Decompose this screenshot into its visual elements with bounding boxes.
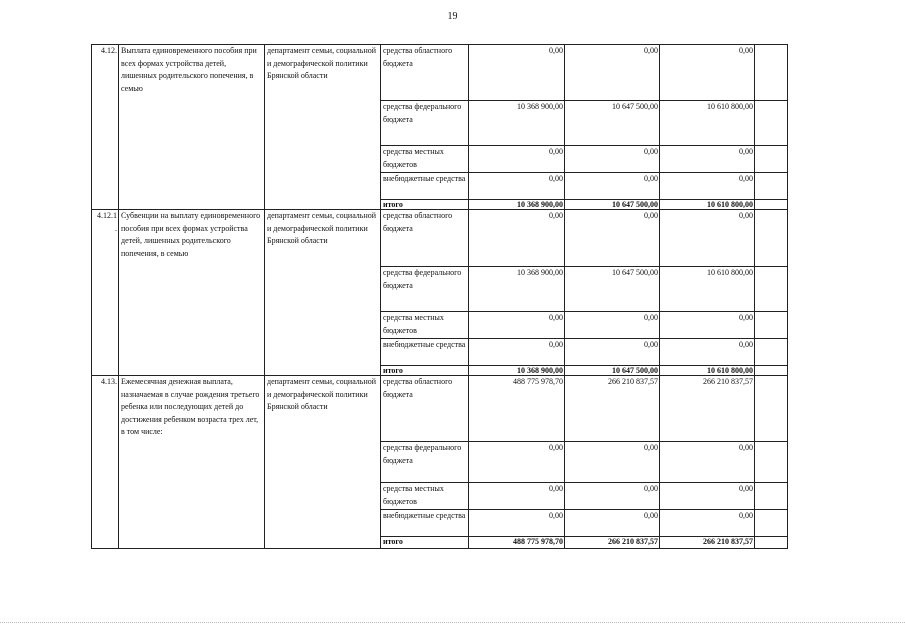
amount-y1: 10 368 900,00 — [469, 366, 565, 376]
budget-table — [91, 44, 788, 549]
blank-cell — [755, 200, 788, 210]
blank-cell — [755, 537, 788, 549]
item-title: Выплата единовременного пособия при всех формах устройства детей, лишенных родительского попечения, в семью — [119, 45, 265, 210]
blank-cell — [755, 366, 788, 376]
amount-y2: 0,00 — [565, 510, 660, 537]
blank-cell — [755, 45, 788, 101]
amount-y3: 0,00 — [660, 339, 755, 366]
department: департамент семьи, социальной и демографической политики Брянской области — [265, 45, 381, 210]
blank-cell — [755, 483, 788, 510]
department: департамент семьи, социальной и демографической политики Брянской области — [265, 376, 381, 549]
amount-y2: 0,00 — [565, 312, 660, 339]
amount-y2: 0,00 — [565, 146, 660, 173]
amount-y2: 0,00 — [565, 483, 660, 510]
blank-cell — [755, 312, 788, 339]
blank-cell — [755, 101, 788, 146]
blank-cell — [755, 173, 788, 200]
amount-y1: 10 368 900,00 — [469, 101, 565, 146]
amount-y2: 10 647 500,00 — [565, 267, 660, 312]
amount-y1: 0,00 — [469, 45, 565, 101]
item-title: Субвенции на выплату единовременного пособия при всех формах устройства детей, лишенных родительского попечения, в семью — [119, 210, 265, 376]
amount-y2: 0,00 — [565, 210, 660, 267]
blank-cell — [755, 146, 788, 173]
amount-y2: 266 210 837,57 — [565, 537, 660, 549]
blank-cell — [755, 442, 788, 483]
amount-y3: 0,00 — [660, 146, 755, 173]
blank-cell — [755, 339, 788, 366]
amount-y1: 0,00 — [469, 510, 565, 537]
funding-source: внебюджетные средства — [381, 173, 469, 200]
amount-y3: 266 210 837,57 — [660, 376, 755, 442]
funding-source: средства областного бюджета — [381, 376, 469, 442]
amount-y2: 0,00 — [565, 45, 660, 101]
amount-y2: 0,00 — [565, 442, 660, 483]
amount-y3: 0,00 — [660, 510, 755, 537]
funding-row — [92, 45, 788, 101]
funding-source: средства федерального бюджета — [381, 101, 469, 146]
amount-y1: 0,00 — [469, 146, 565, 173]
funding-source: средства местных бюджетов — [381, 312, 469, 339]
amount-y2: 0,00 — [565, 173, 660, 200]
amount-y1: 0,00 — [469, 173, 565, 200]
amount-y2: 0,00 — [565, 339, 660, 366]
amount-y2: 10 647 500,00 — [565, 366, 660, 376]
funding-source: итого — [381, 537, 469, 549]
amount-y2: 266 210 837,57 — [565, 376, 660, 442]
funding-source: средства областного бюджета — [381, 210, 469, 267]
funding-source: средства местных бюджетов — [381, 146, 469, 173]
funding-row — [92, 376, 788, 442]
amount-y1: 10 368 900,00 — [469, 267, 565, 312]
funding-source: внебюджетные средства — [381, 339, 469, 366]
amount-y3: 10 610 800,00 — [660, 101, 755, 146]
amount-y1: 0,00 — [469, 339, 565, 366]
page-number: 19 — [447, 11, 458, 22]
amount-y3: 0,00 — [660, 45, 755, 101]
item-number: 4.12.1 . — [92, 210, 119, 376]
amount-y1: 0,00 — [469, 210, 565, 267]
funding-source: средства областного бюджета — [381, 45, 469, 101]
funding-source: внебюджетные средства — [381, 510, 469, 537]
amount-y1: 10 368 900,00 — [469, 200, 565, 210]
item-number: 4.12. — [92, 45, 119, 210]
amount-y1: 0,00 — [469, 312, 565, 339]
item-number: 4.13. — [92, 376, 119, 549]
amount-y3: 0,00 — [660, 173, 755, 200]
funding-source: итого — [381, 200, 469, 210]
amount-y3: 0,00 — [660, 210, 755, 267]
amount-y1: 488 775 978,70 — [469, 537, 565, 549]
scan-artifact-line — [0, 622, 905, 623]
funding-source: средства федерального бюджета — [381, 267, 469, 312]
amount-y2: 10 647 500,00 — [565, 200, 660, 210]
amount-y3: 10 610 800,00 — [660, 366, 755, 376]
amount-y1: 0,00 — [469, 442, 565, 483]
funding-source: средства местных бюджетов — [381, 483, 469, 510]
funding-source: средства федерального бюджета — [381, 442, 469, 483]
department: департамент семьи, социальной и демографической политики Брянской области — [265, 210, 381, 376]
blank-cell — [755, 376, 788, 442]
item-title: Ежемесячная денежная выплата, назначаемая в случае рождения третьего ребенка или последующих детей до достижения ребенком возраста трех лет, в том числе: — [119, 376, 265, 549]
funding-source: итого — [381, 366, 469, 376]
amount-y3: 0,00 — [660, 312, 755, 339]
amount-y1: 0,00 — [469, 483, 565, 510]
amount-y3: 0,00 — [660, 483, 755, 510]
amount-y1: 488 775 978,70 — [469, 376, 565, 442]
amount-y3: 0,00 — [660, 442, 755, 483]
amount-y3: 266 210 837,57 — [660, 537, 755, 549]
blank-cell — [755, 210, 788, 267]
amount-y2: 10 647 500,00 — [565, 101, 660, 146]
funding-row — [92, 210, 788, 267]
amount-y3: 10 610 800,00 — [660, 267, 755, 312]
blank-cell — [755, 267, 788, 312]
amount-y3: 10 610 800,00 — [660, 200, 755, 210]
blank-cell — [755, 510, 788, 537]
